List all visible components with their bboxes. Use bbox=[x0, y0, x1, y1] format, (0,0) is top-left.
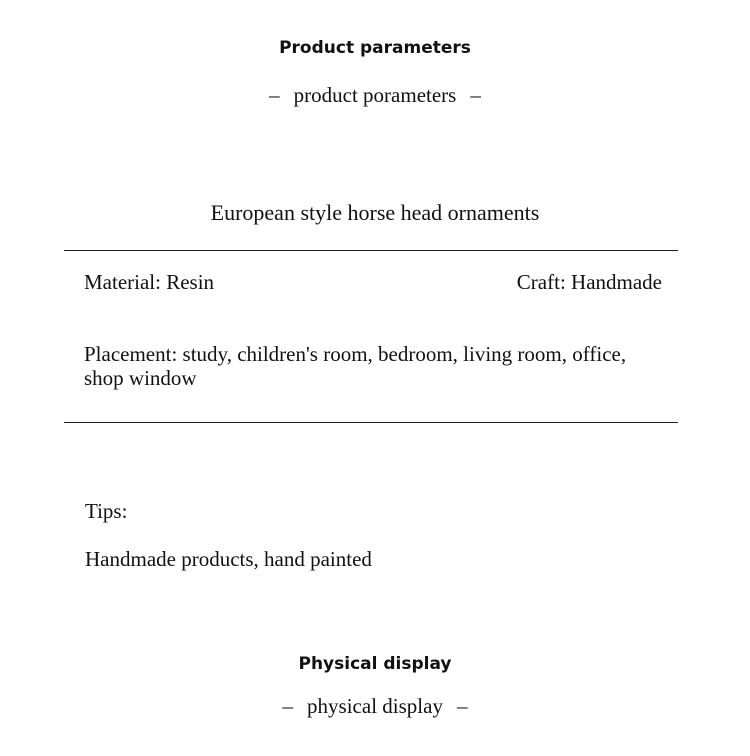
divider-top bbox=[64, 250, 678, 251]
dash-right: – bbox=[470, 83, 481, 107]
dash-left: – bbox=[282, 694, 294, 718]
tips-label: Tips: bbox=[85, 499, 128, 523]
section-title-product-parameters: Product parameters bbox=[279, 38, 471, 58]
section-subtitle-text: product porameters bbox=[293, 83, 457, 107]
section-subtitle-product-parameters bbox=[0, 83, 750, 108]
tips-text: Handmade products, hand painted bbox=[85, 547, 372, 571]
product-name: European style horse head ornaments bbox=[210, 200, 540, 225]
section-title-physical-display: Physical display bbox=[298, 654, 452, 674]
section-subtitle-text: physical display bbox=[307, 694, 443, 718]
divider-bottom bbox=[64, 422, 678, 423]
dash-left: – bbox=[269, 83, 280, 107]
material-text: Material: Resin bbox=[84, 270, 215, 294]
section-subtitle-physical-display bbox=[0, 694, 750, 719]
placement-text: Placement: study, children's room, bedroom, living room, office, shop window bbox=[84, 342, 627, 390]
dash-right: – bbox=[456, 694, 468, 718]
craft-text: Craft: Handmade bbox=[516, 270, 662, 294]
